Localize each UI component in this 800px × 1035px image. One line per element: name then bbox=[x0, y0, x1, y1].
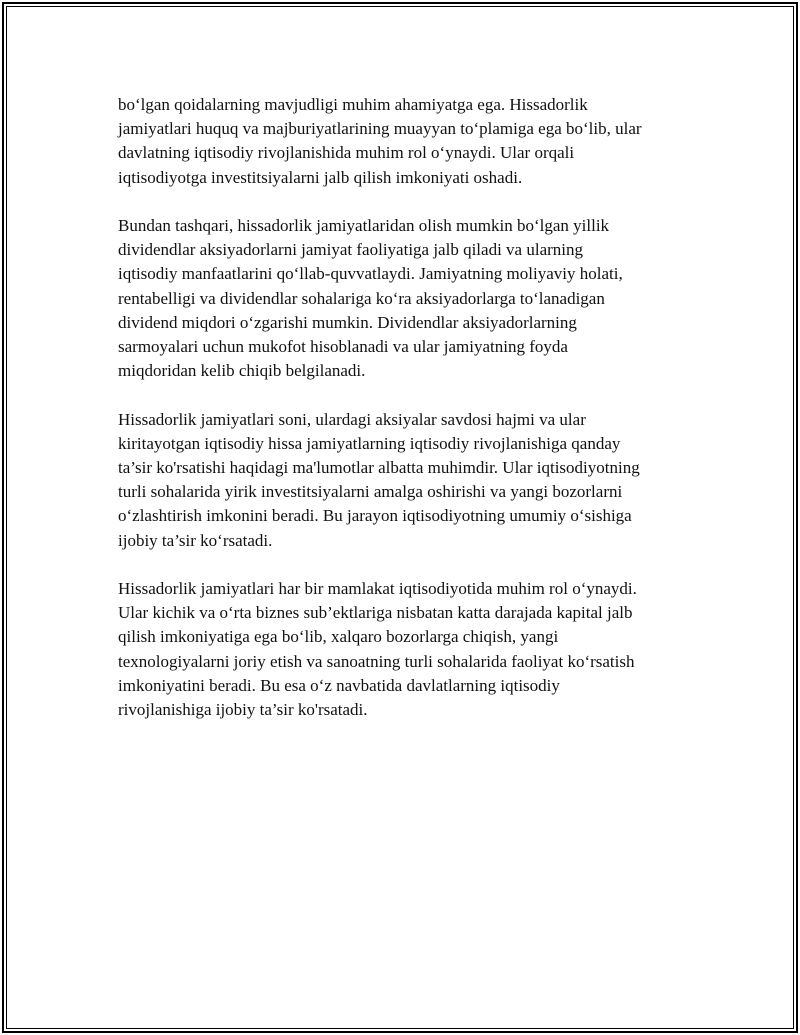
text-line: Ular kichik va o‘rta biznes sub’ektlariga nisbatan katta darajada kapital jalb bbox=[118, 603, 633, 623]
text-line: miqdoridan kelib chiqib belgilanadi. bbox=[118, 361, 366, 381]
text-line: Bundan tashqari, hissadorlik jamiyatlaridan olish mumkin bo‘lgan yillik bbox=[118, 216, 610, 235]
text-line: imkoniyatini beradi. Bu esa o‘z navbatida davlatlarning iqtisodiy bbox=[118, 675, 560, 695]
paragraph-4 bbox=[118, 577, 703, 722]
text-line: Hissadorlik jamiyatlari har bir mamlakat iqtisodiyotida muhim rol o‘ynaydi. bbox=[118, 579, 637, 599]
text-line: qilish imkoniyatiga ega bo‘lib, xalqaro bozorlarga chiqish, yangi bbox=[118, 627, 559, 647]
paragraph-1 bbox=[118, 93, 703, 190]
text-line: rivojlanishiga ijobiy ta’sir ko'rsatadi. bbox=[118, 700, 368, 720]
text-line: kiritayotgan iqtisodiy hissa jamiyatlarning iqtisodiy rivojlanishiga qanday bbox=[118, 433, 621, 453]
document-body bbox=[118, 93, 703, 746]
text-line: o‘zlashtirish imkonini beradi. Bu jarayon iqtisodiyotning umumiy o‘sishiga bbox=[118, 506, 632, 526]
text-line: ijobiy ta’sir ko‘rsatadi. bbox=[118, 530, 273, 550]
text-line: sarmoyalari uchun mukofot hisoblanadi va ular jamiyatning foyda bbox=[118, 337, 568, 357]
text-line: Hissadorlik jamiyatlari soni, ulardagi aksiyalar savdosi hajmi va ular bbox=[118, 409, 586, 429]
text-line: davlatning iqtisodiy rivojlanishida muhim rol o‘ynaydi. Ular orqali bbox=[118, 143, 575, 163]
text-line: bo‘lgan qoidalarning mavjudligi muhim ahamiyatga ega. Hissadorlik bbox=[118, 95, 588, 114]
text-line: turli sohalarida yirik investitsiyalarni amalga oshirishi va yangi bozorlarni bbox=[118, 482, 623, 502]
text-line: jamiyatlari huquq va majburiyatlarining muayyan to‘plamiga ega bo‘lib, ular bbox=[118, 119, 642, 139]
paragraph-3 bbox=[118, 408, 703, 553]
text-line: iqtisodiyotga investitsiyalarni jalb qilish imkoniyati oshadi. bbox=[118, 167, 523, 187]
paragraph-2 bbox=[118, 214, 703, 383]
text-line: iqtisodiy manfaatlarini qo‘llab-quvvatlaydi. Jamiyatning moliyaviy holati, bbox=[118, 264, 623, 284]
text-line: dividendlar aksiyadorlarni jamiyat faoliyatiga jalb qiladi va ularning bbox=[118, 240, 583, 260]
text-line: dividend miqdori o‘zgarishi mumkin. Dividendlar aksiyadorlarning bbox=[118, 312, 577, 332]
text-line: rentabelligi va dividendlar sohalariga ko‘ra aksiyadorlarga to‘lanadigan bbox=[118, 288, 605, 308]
text-line: texnologiyalarni joriy etish va sanoatning turli sohalarida faoliyat ko‘rsatish bbox=[118, 651, 635, 671]
text-line: ta’sir ko'rsatishi haqidagi ma'lumotlar albatta muhimdir. Ular iqtisodiyotning bbox=[118, 458, 640, 478]
